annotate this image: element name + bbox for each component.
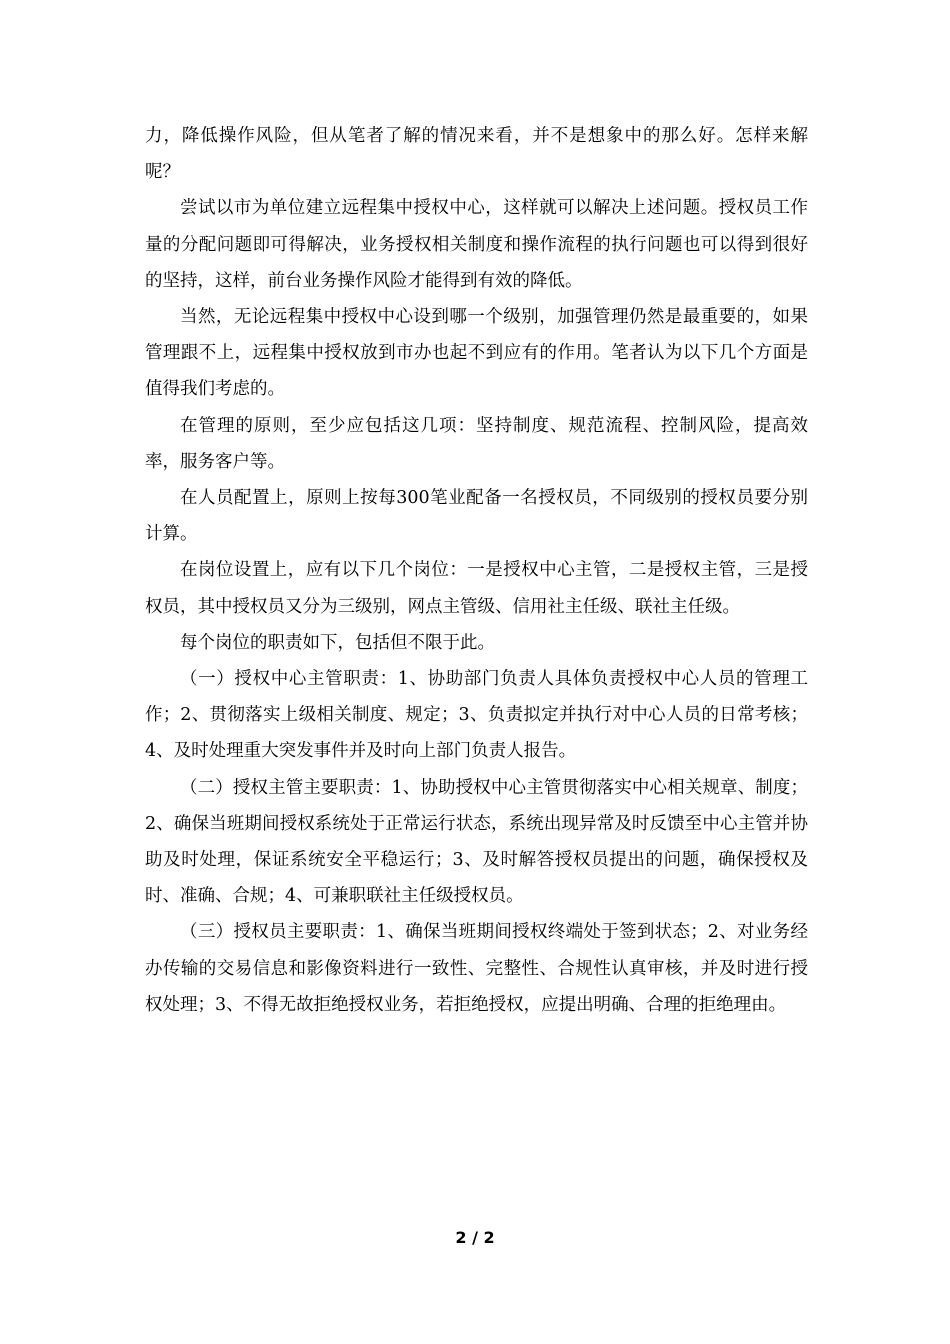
paragraph: 每个岗位的职责如下，包括但不限于此。 bbox=[180, 632, 495, 653]
paragraph: 在人员配置上，原则上按每300笔业配备一名授权员，不同级别的授权员要分别计算。 bbox=[145, 488, 808, 545]
paragraph: 在管理的原则，至少应包括这几项：坚持制度、规范流程、控制风险，提高效率，服务客户等。 bbox=[145, 415, 808, 472]
page-number: 2 / 2 bbox=[455, 1228, 495, 1247]
paragraph: （二）授权主管主要职责：1、协助授权中心主管贯彻落实中心相关规章、制度；2、确保当班期间授权系统处于正常运行状态，系统出现异常及时反馈至中心主管并协助及时处理，保证系统安全平稳运行；3、及时解答授权员提出的问题，确保授权及时、准确、合规；4、可兼职联社主任级授权员。 bbox=[145, 777, 808, 907]
paragraph: 尝试以市为单位建立远程集中授权中心，这样就可以解决上述问题。授权员工作量的分配问题即可得解决，业务授权相关制度和操作流程的执行问题也可以得到很好的坚持，这样，前台业务操作风险才能得到有效的降低。 bbox=[145, 198, 808, 291]
paragraph: （三）授权员主要职责：1、确保当班期间授权终端处于签到状态；2、对业务经办传输的交易信息和影像资料进行一致性、完整性、合规性认真审核，并及时进行授权处理；3、不得无故拒绝授权业务，若拒绝授权，应提出明确、合理的拒绝理由。 bbox=[145, 922, 808, 1015]
paragraph: （一）授权中心主管职责：1、协助部门负责人具体负责授权中心人员的管理工作；2、贯彻落实上级相关制度、规定；3、负责拟定并执行对中心人员的日常考核；4、及时处理重大突发事件并及时向上部门负责人报告。 bbox=[145, 669, 808, 762]
paragraph: 力，降低操作风险，但从笔者了解的情况来看，并不是想象中的那么好。怎样来解呢？ bbox=[145, 126, 808, 183]
paragraph: 在岗位设置上，应有以下几个岗位：一是授权中心主管，二是授权主管，三是授权员，其中授权员又分为三级别，网点主管级、信用社主任级、联社主任级。 bbox=[145, 560, 808, 617]
paragraph: 当然，无论远程集中授权中心设到哪一个级别，加强管理仍然是最重要的，如果管理跟不上，远程集中授权放到市办也起不到应有的作用。笔者认为以下几个方面是值得我们考虑的。 bbox=[145, 307, 808, 400]
document-body bbox=[145, 118, 808, 1023]
